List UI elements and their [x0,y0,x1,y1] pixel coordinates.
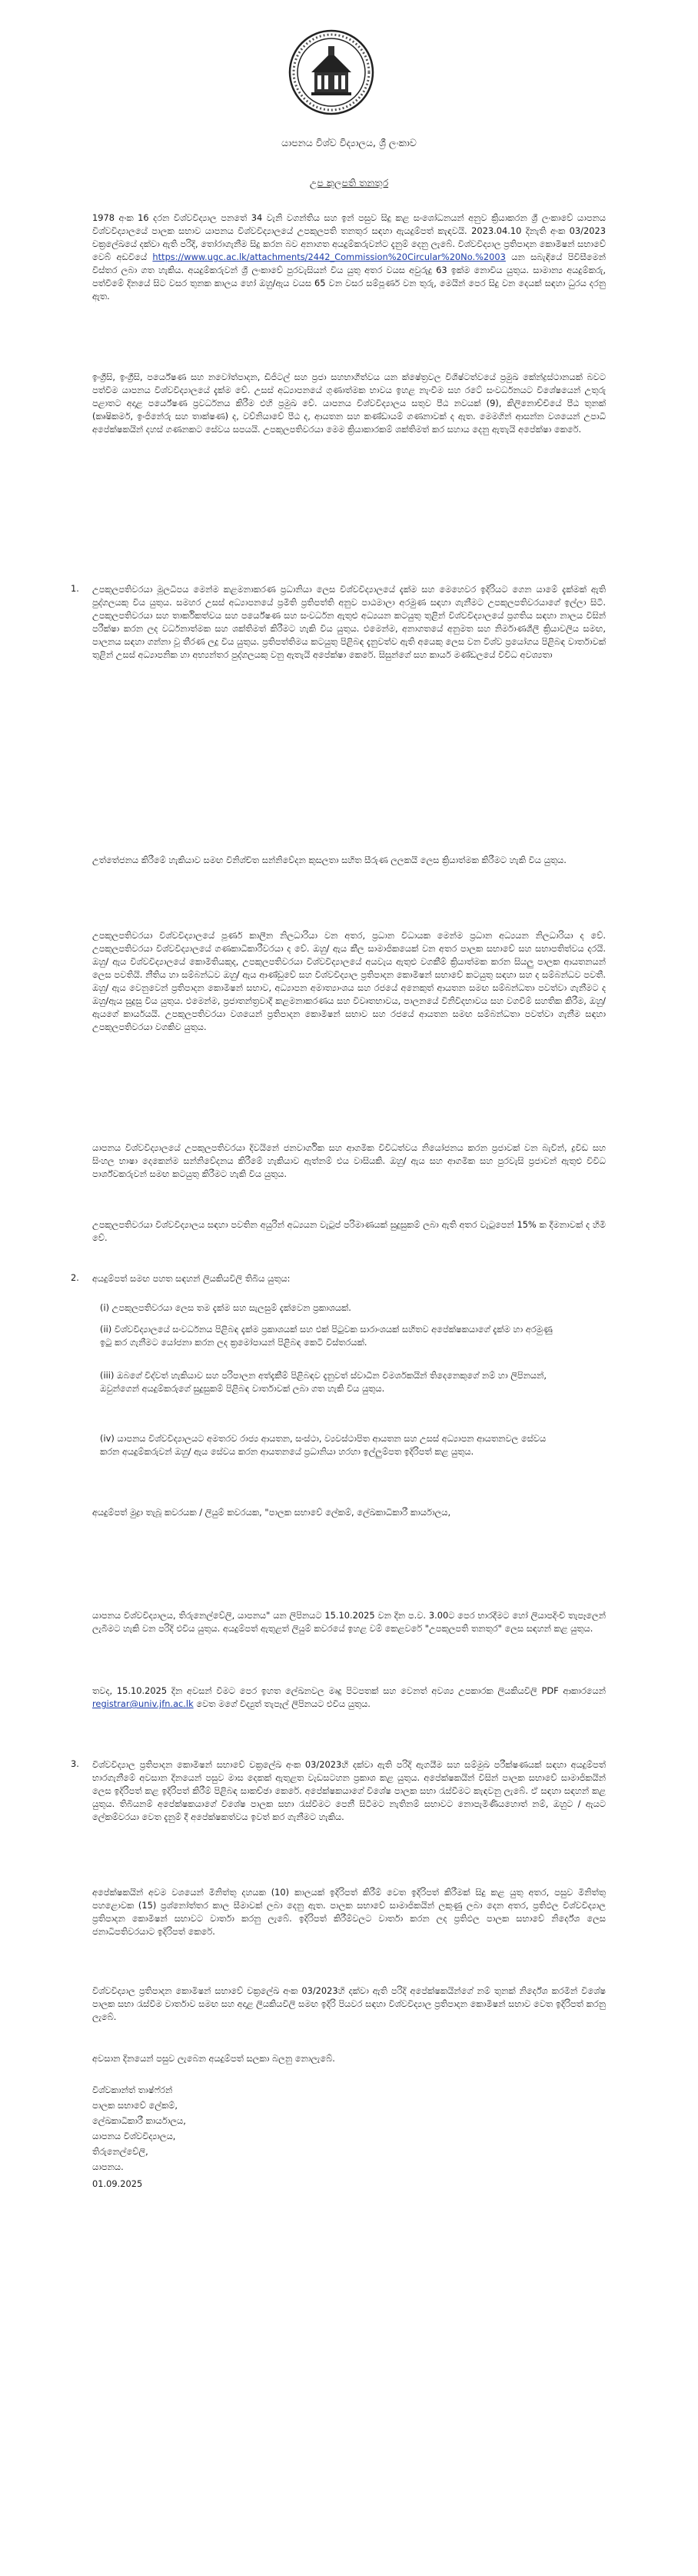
signature-name: විශ්වකාන්ත් තාෂ්ෆ්රන් [92,2084,173,2095]
signature-city: යාපනය. [92,2161,124,2172]
university-crest-logo [288,29,374,115]
signature-town: තිරුනෙල්වේලි, [92,2146,148,2157]
section-2-item-1: (i) උපකුලපතිවරයා ලෙස තම දැක්ම සහ සැලසුම් දැක්වෙන ප්‍රකාශයක්. [100,1302,351,1313]
section-2-intro: අයදුම්පත් සමඟ පහත සඳහන් ලියකියවිලි තිබිය යුතුය: [92,1273,291,1284]
section-2-item-4: (iv) යාපනය විශ්වවිද්‍යාලයට අමතරව රාජ්‍ය ආයතන, සංස්ථා, ව්‍යවස්ථාපිත ආයතන සහ උසස් අධ්‍යාපන ආයතනවල සේවය කරන අයදුම්කරුවන් ඔහු/ ඇය සේවය කරන ආයතනයේ ප්‍රධානියා හරහා ඉල්ලුම්පත ඉදිරිපත් කළ යුතුය. [100,1433,547,1457]
section-3-paragraph-3: විශ්වවිද්‍යාල ප්‍රතිපාදන කොමිෂන් සභාවේ චක්‍රලේඛ අංක 03/2023හි දක්වා ඇති පරිදි අපේක්ෂකයින්ගේ නම් තුනක් නිර්දේශ කරමින් විශේෂ පාලක සභා රැස්වීම වාර්තාව සමඟ සහ අදාළ ලියකියවිලි සමඟ ඉදිරි පියවර සඳහා විශ්වවිද්‍යාල ප්‍රතිපාදන කොමිෂන් සභාව වෙත ඉදිරිපත් කරනු ලැබේ. [92,1985,606,2022]
page-title-text: උප කුලපති තනතුර [309,177,389,188]
section-2-address-paragraph: යාපනය විශ්වවිද්‍යාලය, තිරුනෙල්වේලි, යාපනය" යන ලිපිනයට 15.10.2025 වන දින ප.ව. 3.00ට පෙර භාරදීමට හෝ ලියාපදිංචි තැපෑලෙන් ලැබීමට හැකි වන පරිදි එවිය යුතුය. අයදුම්පත් ඇතුළත් ලියුම් කවරයේ ඉහළ වම් කෙළවරේ "උපකුලපති තනතුර" ලෙස සඳහන් කළ යුතුය. [92,1610,606,1634]
section-2-submission-note: අයදුම්පත් මුද්‍රා තැබූ කවරයක / ලියුම් කවරයක, "පාලක සභාවේ ලේකම්, ලේඛකාධිකාරී කාර්යාලය, [92,1507,451,1518]
signature-office: ලේඛකාධිකාරී කාර්යාලය, [92,2115,186,2126]
intro-paragraph-2: ඉංග්‍රීසි, ඉංග්‍රීසි, පර්යේෂණ සහ නවෝත්පාදන, ඩිජිටල් සහ ප්‍රජා සහභාගීත්වය යන ක්ෂේත්‍රවල විශිෂ්ටත්වයේ ප්‍රමුඛ කේන්ද්‍රස්ථානයක් බවට පත්වීම යාපනය විශ්වවිද්‍යාලයේ දැක්ම වේ. උසස් අධ්‍යාපනයේ ගුණාත්මක භාවය ඉහළ නැංවීම සහ රටේ සංවර්ධනයට විශේෂයෙන් උතුරු පළාතට අදාළ පර්යේෂණ ප්‍රවර්ධනය කිරීම එහි ප්‍රමුඛ වේ. යාපනය විශ්වවිද්‍යාලය සතුව පීඨ නවයක් (9), කිලිනොච්චියේ පීඨ තුනක් (කෘෂිකර්ම, ඉංජිනේරු සහ තාක්ෂණ) ද, වව්නියාවේ පීඨ ද, ආයතන සහ කණ්ඩායම් ගණනාවක් ද ඇත. මෙමගින් ආසන්න වශයෙන් උපාධි අපේක්ෂකයින් දහස් ගණනකට සේවය සපයයි. උපකුලපතිවරයා මෙම ක්‍රියාකාරකම් ශක්තිමත් කර සහාය දෙනු ඇතැයි අපේක්ෂා කෙරේ. [92,372,606,435]
registrar-email-link[interactable]: registrar@univ.jfn.ac.lk [92,1698,194,1709]
section-2-number: 2. [71,1272,79,1283]
email-text-before: තවද, 15.10.2025 දින අවසන් වීමට පෙර ඉහත ලේඛනවල මෘදු පිටපතක් සහ වෙනත් අවශ්‍ය උපකාරක ලියකියවිලි PDF ආකාරයෙන් [92,1685,606,1696]
section-1-number: 1. [71,583,79,594]
signature-university: යාපනය විශ්වවිද්‍යාලය, [92,2131,176,2141]
signature-designation: පාලක සභාවේ ලේකම්, [92,2100,178,2111]
section-1-paragraph-4: යාපනය විශ්වවිද්‍යාලයේ උපකුලපතිවරයා දිවයිනේ ජනවාර්ගික සහ ආගමික විවිධත්වය නියෝජනය කරන ප්‍රජාවක් වන බැවින්, ද්‍රවිඩ සහ සිංහල භාෂා දෙකෙන්ම සන්නිවේදනය කිරීමේ හැකියාව ඇත්නම් එය වාසියකි. ඔහු/ ඇය සහ ආගමික සහ පුරවැසි ප්‍රජාවන් ඇතුළු විවිධ පාර්ශ්වකරුවන් සමඟ කටයුතු කිරීමට හැකි විය යුතුය. [92,1142,606,1179]
intro-text-1: 1978 අංක 16 දරන විශ්වවිද්‍යාල පනතේ 34 වැනි වගන්තිය සහ ඉන් පසුව සිදු කළ සංශෝධනයන් අනුව ක්‍රියාකරන ශ්‍රී ලංකාවේ යාපනය විශ්වවිද්‍යාලයේ පාලක සභාව යාපනය විශ්වවිද්‍යාලයේ උපකුලපති තනතුර සඳහා ඇයදුම්පත් කැඳවයි. 2023.04.10 දිනැති අංක 03/2023 චක්‍රලේඛයේ දක්වා ඇති පරිදි, තෝරාගැනීම සිදු කරන බව අනාගත අයදුම්කරුවන්ට දැනුම් දෙනු ලැබේ. විශ්වවිද්‍යාල ප්‍රතිපාදන කොමිෂන් සභාවේ වෙබ් අඩවියේ [92,212,606,262]
section-2-email-paragraph [92,1685,606,1711]
signature-date: 01.09.2025 [92,2178,143,2189]
section-3-paragraph-1: විශ්වවිද්‍යාල ප්‍රතිපාදන කොමිෂන් සභාවේ චක්‍රලේඛ අංක 03/2023හි දක්වා ඇති පරිදි ඇගයීම සහ සම්මුඛ පරීක්ෂණයක් සඳහා අයදුම්පත් භාරගැනීමේ අවසාන දිනයෙන් පසුව මාස දෙකක් ඇතුළත වැඩසටහන ප්‍රකාශ කළ යුතුය. අපේක්ෂකයින් විසින් පාලක සභාවේ සාමාජිකයින් ලෙස ඉදිරිපත් කළ ඉදිරිපත් කිරීම් පිළිබඳ සාකච්ඡා කෙරේ. අපේක්ෂකයාගේ විශේෂ පාලක සභා රැස්වීමට කැඳවනු ලැබේ. ඒ සඳහා සඳහන් කළ යුතුය. තිබියනම් අපේක්ෂකයාගේ විශේෂ පාලක සභා රැස්වීමට පෙනී සිටීමට නැතිනම් සභාවට නොපැමිණියහොත් නම්, ඔහුට / ඇයට ලේකම්වරයා වෙත දැනුම් දී අපේක්ෂකත්වය ඉවත් කර ගැනීමට හැකිය. [92,1759,606,1822]
section-2-item-2: (ii) විශ්වවිද්‍යාලයේ සංවර්ධනය පිළිබඳ දැක්ම ප්‍රකාශයක් සහ එක් පිටුවක සාරාංශයක් සහිතව අපේක්ෂකයාගේ දැක්ම හා අරමුණු ඉටු කර ගැනීමට යෝජනා කරන ලද ක්‍රමෝපායන් පිළිබඳ කෙටි විස්තරයක්. [100,1324,553,1348]
ugc-circular-link[interactable]: https://www.ugc.ac.lk/attachments/2442_Commission%20Circular%20No.%2003 [152,252,506,262]
intro-paragraph-1 [92,212,606,303]
email-text-after: වෙත මගේ විද්‍යුත් තැපෑල් ලිපිනයට එවිය යුතුය. [196,1698,371,1709]
university-name: යාපනය විශ්ව විද්‍යාලය, ශ්‍රී ලංකාව [281,137,417,148]
section-3-paragraph-4: අවසාන දිනයෙන් පසුව ලැබෙන අයදුම්පත් සලකා බලනු නොලැබේ. [92,2053,335,2064]
section-1-paragraph-1: උපකුලපතිවරයා මූලධිපය මෙන්ම කළමනාකරණ ප්‍රධානියා ලෙස විශ්වවිද්‍යාලයේ දැක්ම සහ මෙහෙවර ඉදිරියට ගෙන යාමේ දැක්මක් ඇති පුද්ගලයකු විය යුතුය. සමහර උසස් අධ්‍යාපනයේ ප්‍රමිති ප්‍රතිපත්ති අනුව පාඨමාලා අරමුණ සඳහා ගැනීමට උපකුලපතිවරයාගේ ඉල්ලා සිටී. උපකුලපතිවරයා සහ තාර්කිකත්වය සහ පර්යේෂණ සහ සංවර්ධන ඇතුළු අධ්‍යයන කටයුතු තුළින් විශ්වවිද්‍යාලයේ ප්‍රගතිය සඳහා නාලය විසින් පරීක්ෂා කරන ලද වර්ධනාත්මක සහ ශක්තිමත් කිරීමට හැකි විය යුතුය. එමෙන්ම, අනාගතයේ අනුමත සහ නිර්මාණශීලී ක්‍රියාවලිය සමඟ, පාලනය සඳහා ගන්නා වූ තීරණ ලදු විය යුතුය. ප්‍රතිපත්තිමය කටයුතු පිළිබඳ දැනුවත්ව ඇති අයෙකු ලෙස වන විශ්ව ප්‍රයෝගය පිළිබඳ වාර්තාවක් තුළින් උසස් අධ්‍යාපනික හා අභ්‍යන්තර පුද්ගලයකු වනු ඇතැයි අපේක්ෂා කෙරේ. සිසුන්ගේ සහ කාර්ය මණ්ඩලයේ විවිධ අවශ්‍යතා [92,584,606,660]
intro-text-1b: යන සබැඳියේ පිවිසීමෙන් විස්තර ලබා ගත හැකිය. අයදුම්කරුවන් ශ්‍රී ලංකාවේ පුරවැසියන් විය යුතු අතර වයස අවුරුදු 63 ඉක්ම නොවිය යුතුය. සාමාන්‍ය අයදුම්කරු, පත්වීමේ දිනයේ සිට වසර තුනක කාලය හෝ ඔහු/ඇය වයස 65 වන වසර සම්පූර්ණ වන තුරු, මෙයින් පෙර සිදු වන දෙයක් සඳහා ධුරය දරනු ඇත. [92,252,606,302]
section-1-paragraph-5: උපකුලපතිවරයා විශ්වවිද්‍යාලය සඳහා පවතින අයුරින් අධ්‍යයන වැටුප් පරිමාණයක් සුදුසුකම් ලබා ඇති අතර වැටුපෙන් 15% ක දීමනාවක් ද හිමි වේ. [92,1219,606,1243]
page-title [0,177,698,189]
section-2-item-3: (iii) ඔබගේ විද්වත් හැකියාව සහ පරිපාලන අත්දැකීම් පිළිබඳව දැනුවත් ස්වාධීන විමර්ශකයින් තිදෙනෙකුගේ නම් හා ලිපිනයන්, ඔවුන්ගෙන් අයදුම්කරුගේ සුදුසුකම් පිළිබඳ වාර්තාවක් ලබා ගත හැකි විය යුතුය. [100,1370,547,1394]
section-3-paragraph-2: අපේක්ෂකයින් අවම වශයෙන් මිනිත්තු දහයක (10) කාලයක් ඉදිරිපත් කිරීම් වෙත ඉදිරිපත් කිරීමක් සිදු කළ යුතු අතර, පසුව මිනිත්තු පහළොවක (15) ප්‍රශ්නෝත්තර කාල සීමාවක් ලබා දෙනු ඇත. පාලක සභාවේ සාමාජිකයින් ලකුණු ලබා දෙන අතර, ප්‍රතිඵල විශ්වවිද්‍යාල ප්‍රතිපාදන කොමිෂන් සභාවට වාර්තා කරනු ලැබේ. ඉදිරිපත් කිරීම්වලට වාර්තා කරන ලද ප්‍රතිඵල පාලක සභාවේ නිර්දේශ ලෙස ජනාධිපතිවරයාට ඉදිරිපත් කෙරේ. [92,1887,606,1937]
section-1-paragraph-2: උත්තේජනය කිරීමේ හැකියාව සමඟ විනිශ්චිත සන්නිවේදන කුසලතා සහිත සීරුණ ලලකයි ලෙස ක්‍රියාත්මක කිරීමට හැකි විය යුතුය. [92,855,567,865]
section-1-paragraph-3: උපකුලපතිවරයා විශ්වවිද්‍යාලයේ පූර්ණ කාලීන නිලධාරියා වන අතර, ප්‍රධාන විධායක මෙන්ම ප්‍රධාන අධ්‍යයන නිලධාරියා ද වේ. උපකුලපතිවරයා විශ්වවිද්‍යාලයේ ගණකාධිකාරීවරයා ද වේ. ඔහු/ ඇය කීල සාමාජිකයෙක් වන අතර පාලක සභාවේ සහ සභාපතිත්වය දරයි. ඔහු/ ඇය විශ්වවිද්‍යාලයේ කොමිතියකුද, උපකුලපතිවරයා විශ්වවිද්‍යාලයේ අයවැය ඇතුළු වගකීම් ක්‍රියාත්මක කරන සියලු පාලක ආයතනයන් ලෙස පවතියි. නීතිය හා සම්බන්ධව ඔහු/ ඇය ආණ්ඩුවේ සහ විශ්වවිද්‍යාල ප්‍රතිපාදන කොමිෂන් සභාවේ කටයුතු සඳහා සහ ද සම්බන්ධව පවතී. ඔහු/ ඇය වෙනුවෙන් ප්‍රතිපාදන කොමිෂන් සභාව, අධ්‍යාපන අමාත්‍යාංශය සහ රජයේ අනෙකුත් ආයතන සමඟ සම්බන්ධතා පවත්වා ගැනීමට ද ඔහු/ඇය සුදුසු විය යුතුය. එමෙන්ම, ප්‍රජාතන්ත්‍රවාදී කළමනාකරණය සහ විවෘතභාවය, පාලනයේ විනිවිදභාවය සහ වගවීම් සහතික කිරීම, ඔහු/ ඇයගේ කාර්යයයි. උපකුලපතිවරයා වශයෙන් ප්‍රතිපාදන කොමිෂන් සභාව සහ රජයේ ආයතන සමඟ සම්බන්ධතා පවත්වා ගැනීම සඳහා උපකුලපතිවරයා වගකිව යුතුය. [92,930,606,1032]
section-3-number: 3. [71,1758,79,1769]
